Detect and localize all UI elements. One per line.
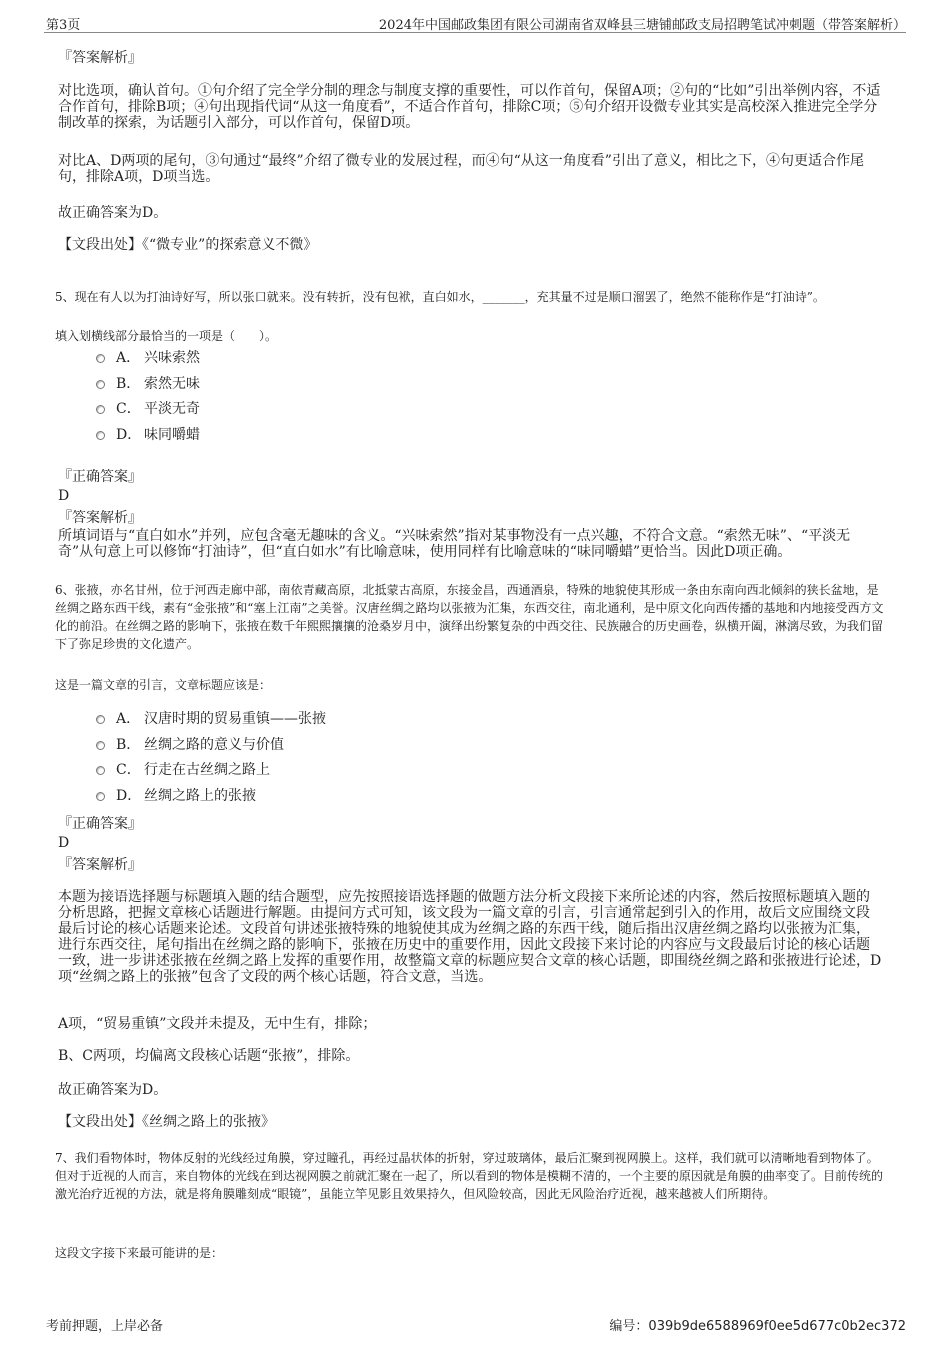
radio-icon[interactable] bbox=[96, 766, 105, 775]
header-divider bbox=[44, 32, 906, 33]
q6-note-bc: B、C两项，均偏离文段核心话题“张掖”，排除。 bbox=[58, 1048, 360, 1064]
q4-analysis-label: 『答案解析』 bbox=[58, 50, 142, 66]
q5-prompt: 填入划横线部分最恰当的一项是（ ）。 bbox=[55, 329, 278, 343]
radio-icon[interactable] bbox=[96, 792, 105, 801]
q4-analysis-para1: 对比选项，确认首句。①句介绍了完全学分制的理念与制度支撑的重要性，可以作首句，保留A项；②句的“比如”引出举例内容，不适合作首句，排除B项；④句出现指代词“从这一角度看”，不适合作首句，排除C项；⑤句介绍开设微专业其实是高校深入推进完全学分制改革的探索，为话题引入部分，可以作首句，保留D项。 bbox=[58, 83, 881, 131]
q5-answer: D bbox=[58, 488, 70, 504]
q6-answer-label: 『正确答案』 bbox=[58, 816, 142, 832]
q6-conclusion: 故正确答案为D。 bbox=[58, 1082, 168, 1098]
q6-source: 【文段出处】《丝绸之路上的张掖》 bbox=[58, 1114, 275, 1130]
q4-analysis-para2: 对比A、D两项的尾句，③句通过“最终”介绍了微专业的发展过程，而④句“从这一角度看”引出了意义，相比之下，④句更适合作尾句，排除A项，D项当选。 bbox=[58, 153, 864, 185]
radio-icon[interactable] bbox=[96, 715, 105, 724]
q7-prompt: 这段文字接下来最可能讲的是： bbox=[55, 1246, 224, 1260]
q4-source: 【文段出处】《“微专业”的探索意义不微》 bbox=[58, 237, 318, 253]
q7-stem: 7、我们看物体时，物体反射的光线经过角膜，穿过瞳孔，再经过晶状体的折射，穿过玻璃体，最后汇聚到视网膜上。这样，我们就可以清晰地看到物体了。但对于近视的人而言，来自物体的光线在到达视网膜之前就汇聚在一起了，所以看到的物体是模糊不清的，一个主要的原因就是角膜的曲率变了。目前传统的激光治疗近视的方法，就是将角膜雕刻成“眼镜”，虽能立竿见影且效果持久，但风险较高，因此无风险治疗近视，越来越被人们所期待。 bbox=[55, 1151, 884, 1201]
q5-analysis-label: 『答案解析』 bbox=[58, 510, 142, 526]
footer-slogan: 考前押题，上岸必备 bbox=[46, 1319, 164, 1334]
radio-icon[interactable] bbox=[96, 405, 105, 414]
q6-note-a: A项，“贸易重镇”文段并未提及，无中生有，排除； bbox=[58, 1016, 377, 1032]
q5-answer-label: 『正确答案』 bbox=[58, 469, 142, 485]
document-title: 2024年中国邮政集团有限公司湖南省双峰县三塘铺邮政支局招聘笔试冲刺题（带答案解析） bbox=[378, 18, 906, 33]
radio-icon[interactable] bbox=[96, 354, 105, 363]
page-number: 第3页 bbox=[46, 18, 81, 33]
q6-stem: 6、张掖，亦名甘州，位于河西走廊中部，南依青藏高原，北抵蒙古高原，东接金昌，西通酒泉，特殊的地貌使其形成一条由东南向西北倾斜的狭长盆地，是丝绸之路东西干线，素有“金张掖”和“塞上江南”之美誉。汉唐丝绸之路均以张掖为汇集，东西交往，南北通利，是中原文化向西传播的基地和内地接受西方文化的前沿。在丝绸之路的影响下，张掖在数千年熙熙攘攘的沧桑岁月中，演绎出纷繁复杂的中西交往、民族融合的历史画卷，纵横开阖，淋漓尽致，为我们留下了弥足珍贵的文化遗产。 bbox=[55, 583, 884, 651]
q6-prompt: 这是一篇文章的引言，文章标题应该是： bbox=[55, 678, 272, 692]
q6-analysis: 本题为接语选择题与标题填入题的结合题型，应先按照接语选择题的做题方法分析文段接下来所论述的内容，然后按照标题填入题的分析思路，把握文章核心话题进行解题。由提问方式可知，该文段为一篇文章的引言，引言通常起到引入的作用，故后文应围绕文段最后讨论的核心话题来论述。文段首句讲述张掖特殊的地貌使其成为丝绸之路的东西干线，随后指出汉唐丝绸之路均以张掖为汇集，进行东西交往，尾句指出在丝绸之路的影响下，张掖在历史中的重要作用，因此文段接下来讨论的内容应与文段最后讨论的核心话题一致，进一步讲述张掖在丝绸之路上发挥的重要作用，故整篇文章的标题应契合文章的核心话题，即围绕丝绸之路和张掖进行论述，D项“丝绸之路上的张掖”包含了文段的两个核心话题，符合文意，当选。 bbox=[58, 889, 882, 985]
radio-icon[interactable] bbox=[96, 741, 105, 750]
q5-stem: 5、现在有人以为打油诗好写，所以张口就来。没有转折，没有包袱，直白如水，_______，充其量不过是顺口溜罢了，绝然不能称作是“打油诗”。 bbox=[55, 290, 825, 304]
q6-answer: D bbox=[58, 835, 70, 851]
footer-serial: 编号：039b9de6588969f0ee5d677c0b2ec372 bbox=[609, 1319, 906, 1334]
radio-icon[interactable] bbox=[96, 431, 105, 440]
radio-icon[interactable] bbox=[96, 380, 105, 389]
q6-analysis-label: 『答案解析』 bbox=[58, 857, 142, 873]
q5-analysis: 所填词语与“直白如水”并列，应包含毫无趣味的含义。“兴味索然”指对某事物没有一点兴趣，不符合文意。“索然无味”、“平淡无奇”从句意上可以修饰“打油诗”，但“直白如水”有比喻意味，使用同样有比喻意味的“味同嚼蜡”更恰当。因此D项正确。 bbox=[58, 528, 851, 560]
q4-conclusion: 故正确答案为D。 bbox=[58, 205, 168, 221]
